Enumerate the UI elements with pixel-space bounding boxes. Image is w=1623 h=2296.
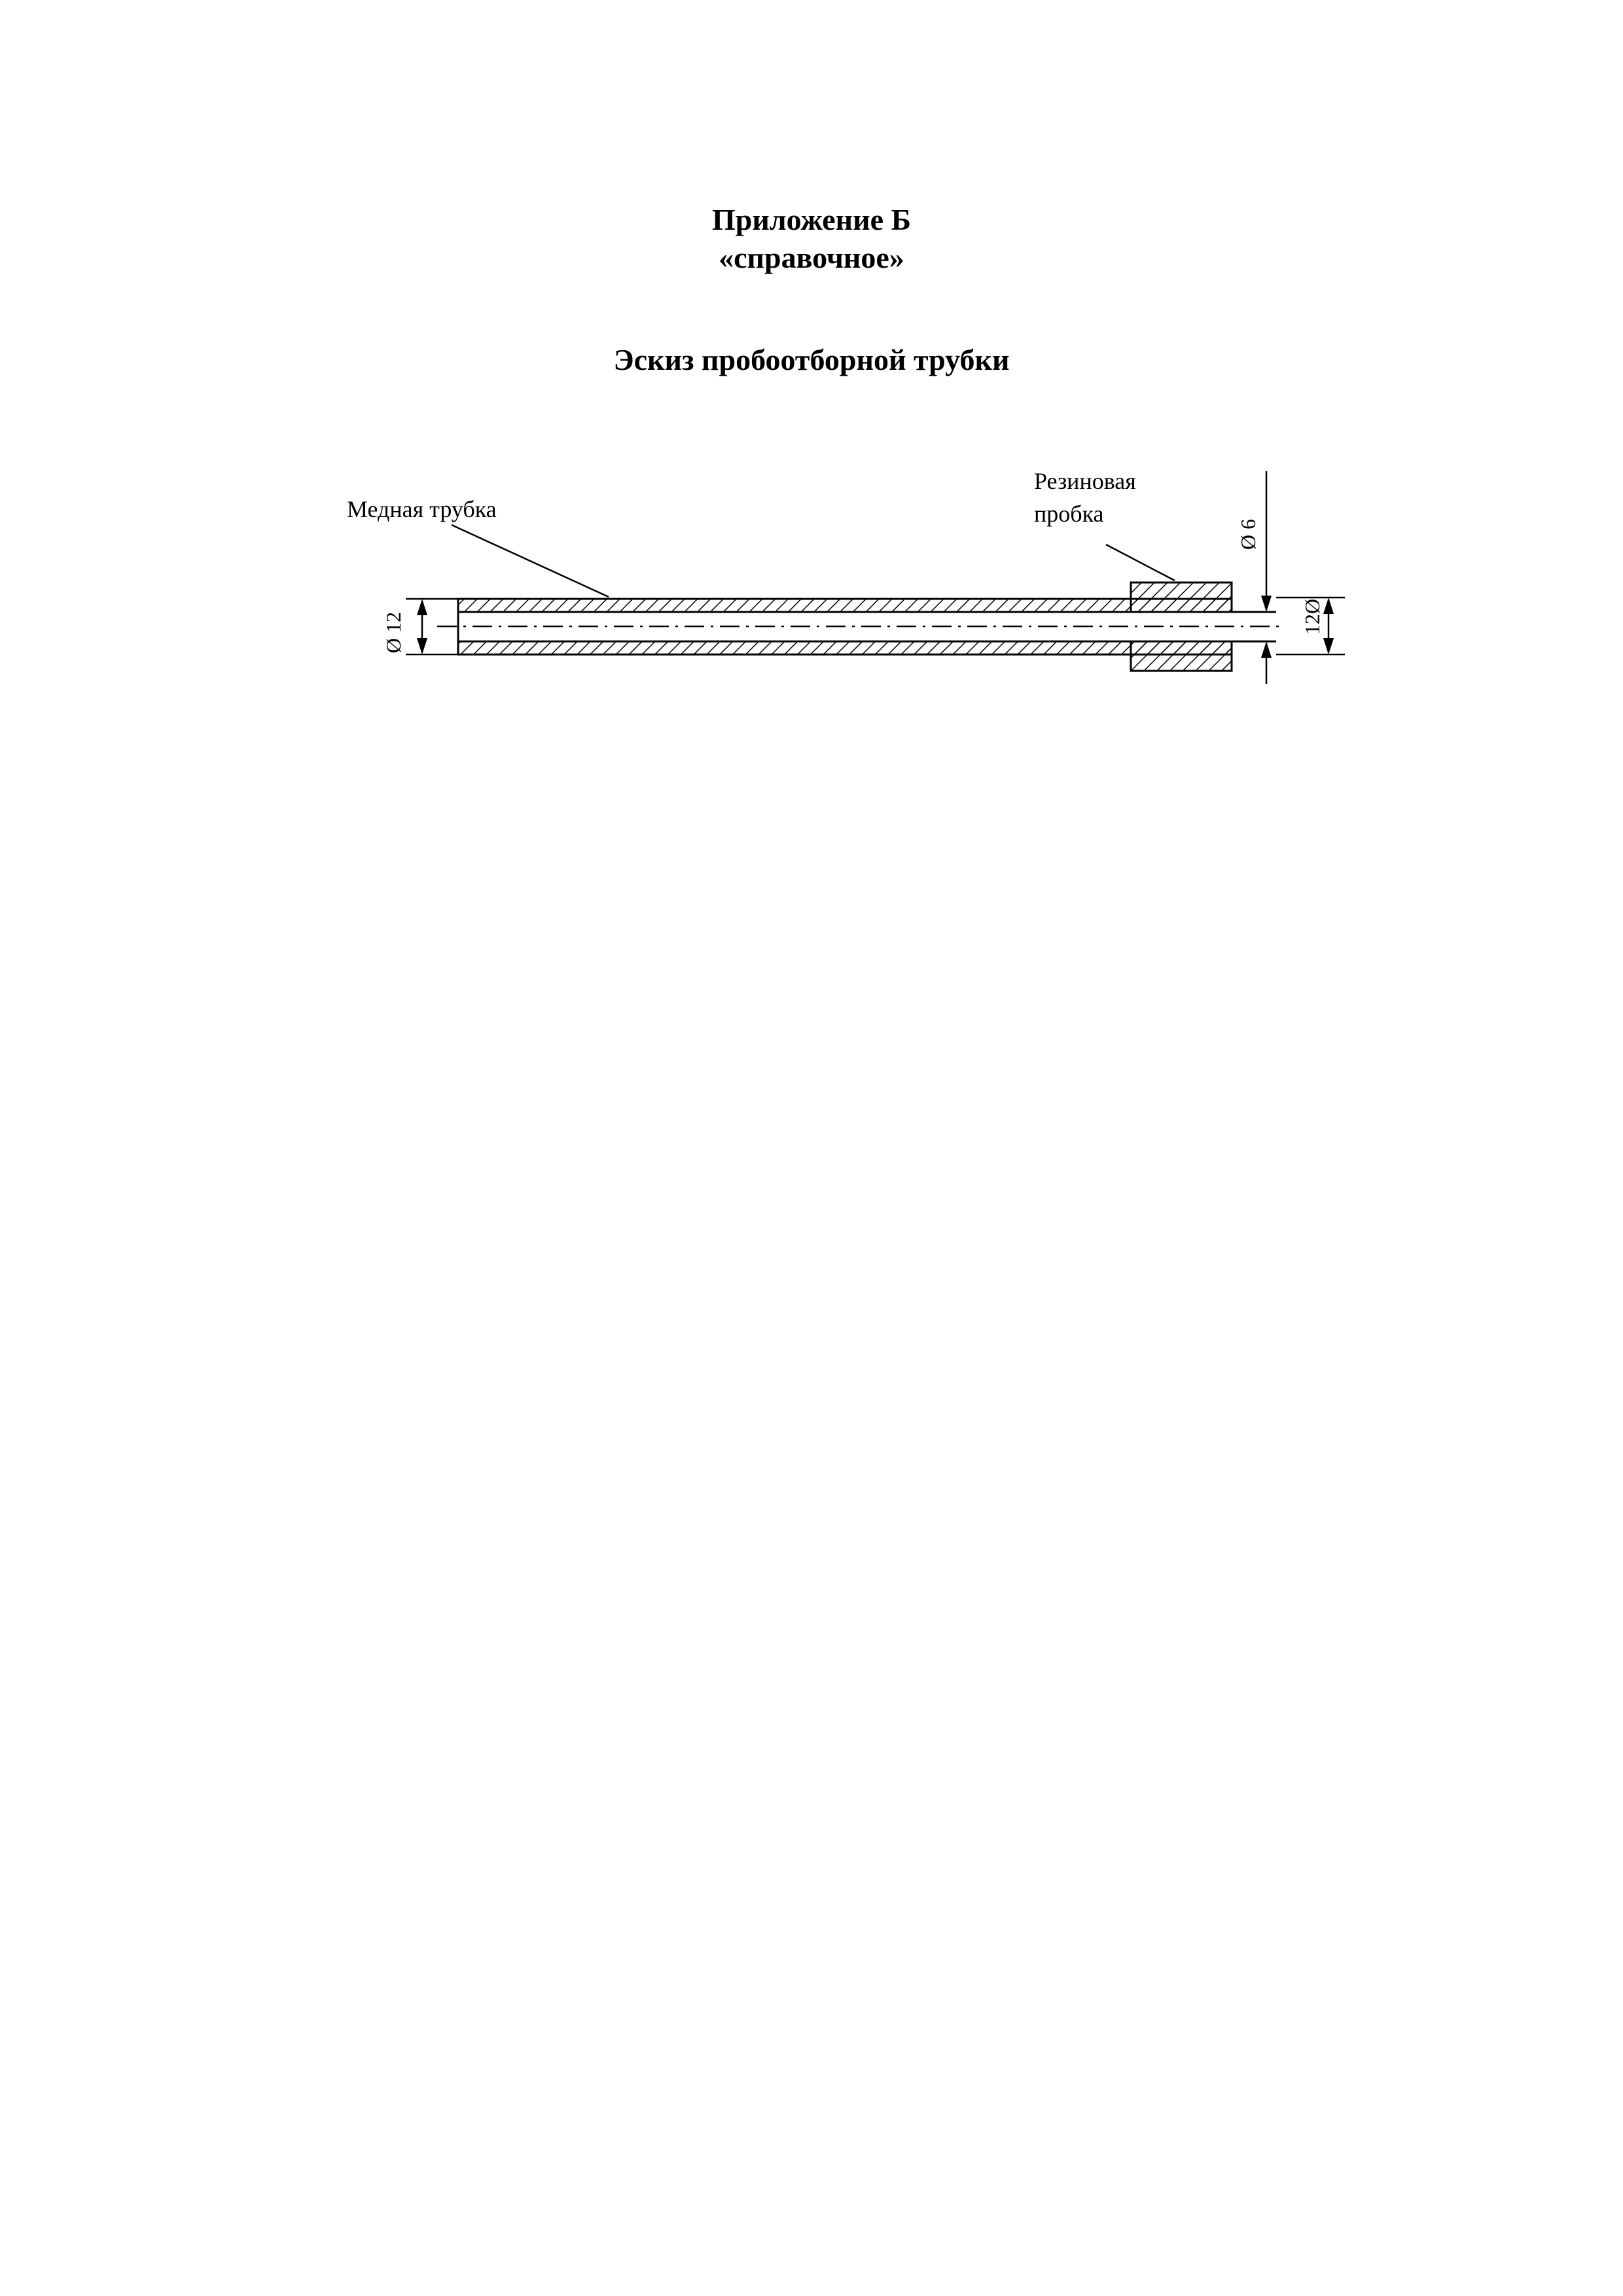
dim-label-bore: Ø 6 — [1236, 518, 1260, 550]
dim-label-left: Ø 12 — [382, 611, 405, 653]
sketch-title: Эскиз пробоотборной трубки — [613, 343, 1010, 376]
tube-wall-bottom — [458, 641, 1232, 655]
leader-copper-tube — [452, 525, 609, 597]
appendix-title: Приложение Б — [711, 203, 912, 236]
label-copper-tube: Медная трубка — [347, 496, 497, 522]
tube-wall-top — [458, 599, 1232, 612]
dim-arrow-left-bottom — [417, 638, 427, 655]
dim-arrow-right-top — [1323, 598, 1334, 614]
rubber-plug-top — [1131, 583, 1232, 612]
label-rubber-plug-line1: Резиновая — [1034, 468, 1136, 494]
dim-arrow-left-top — [417, 599, 427, 615]
label-rubber-plug-line2: пробка — [1034, 501, 1104, 527]
dim-arrow-bore-bottom — [1261, 641, 1272, 658]
dim-arrow-right-bottom — [1323, 638, 1334, 655]
appendix-subtitle: «справочное» — [719, 241, 904, 274]
rubber-plug-bottom — [1131, 641, 1232, 671]
dim-label-right: 12Ø — [1300, 598, 1324, 635]
dim-arrow-bore-top — [1261, 596, 1272, 612]
leader-rubber-plug — [1106, 545, 1175, 581]
